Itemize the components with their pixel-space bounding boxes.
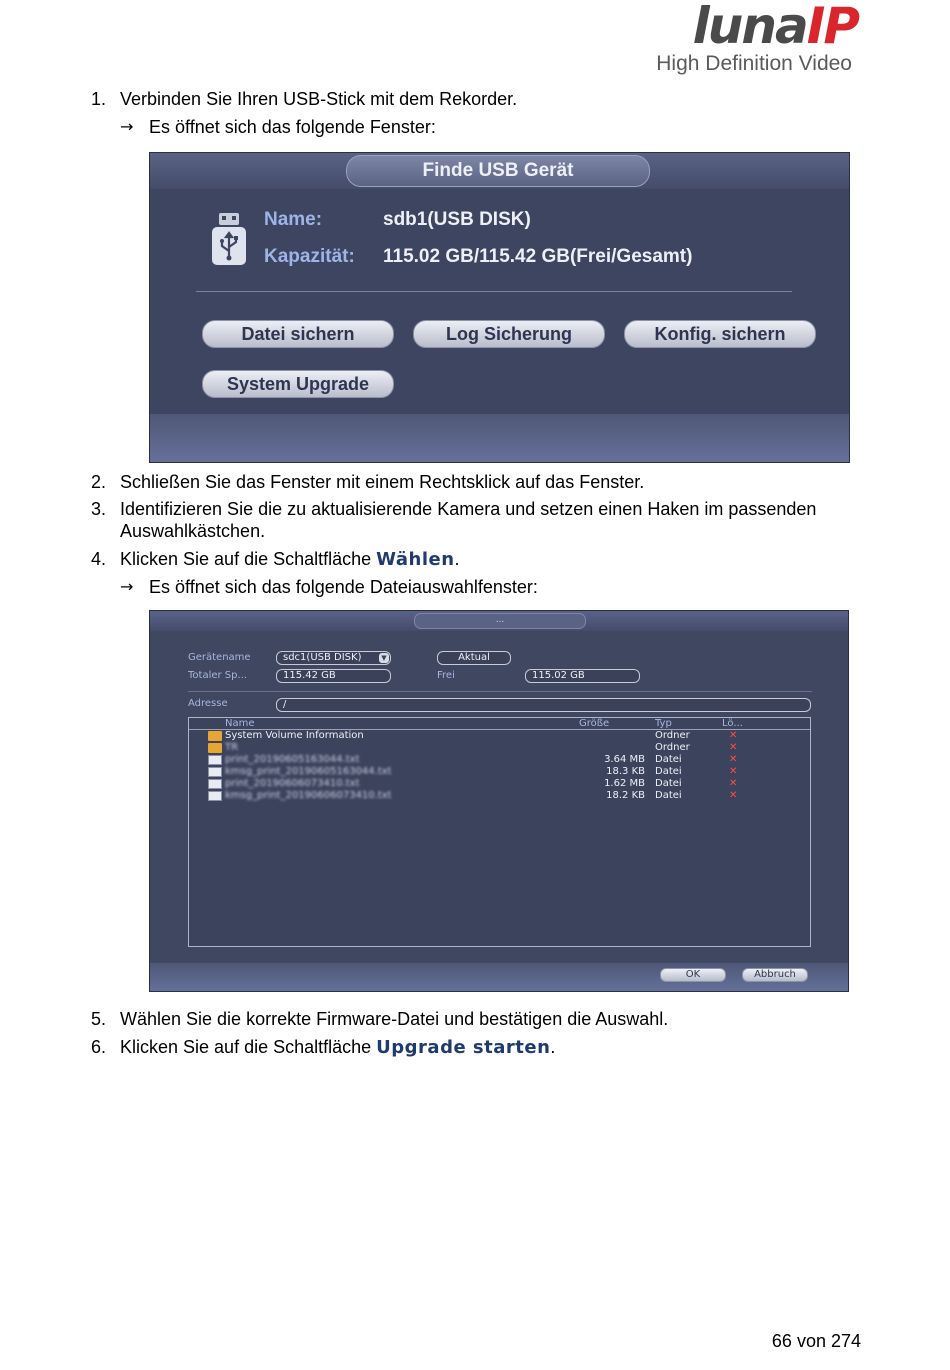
column-delete[interactable]: Lö...: [722, 718, 743, 729]
file-name: TR: [225, 742, 239, 753]
delete-icon[interactable]: ✕: [729, 766, 738, 777]
usb-device-dialog-screenshot: [149, 152, 850, 463]
step-text-after: .: [550, 1037, 556, 1057]
file-type: Ordner: [655, 730, 690, 741]
file-list-row[interactable]: [189, 778, 810, 790]
divider: [188, 691, 812, 692]
file-icon: [208, 755, 222, 765]
step-text-line-1: Identifizieren Sie die zu aktualisierende Kamera und setzen einen Haken im passenden: [120, 499, 817, 519]
system-upgrade-button[interactable]: System Upgrade: [202, 370, 394, 398]
usb-stick-icon: [210, 213, 248, 267]
file-size: 1.62 MB: [604, 778, 645, 789]
step-text: [120, 1036, 555, 1059]
address-field[interactable]: /: [276, 698, 811, 712]
dialog-footer-bar: [150, 414, 849, 462]
backup-file-button[interactable]: Datei sichern: [202, 320, 394, 348]
free-space-field: 115.02 GB: [525, 669, 640, 683]
logo-tagline: High Definition Video: [656, 52, 852, 75]
file-icon: [208, 779, 222, 789]
backup-log-button[interactable]: Log Sicherung: [413, 320, 605, 348]
file-name: kmsg_print_20190605163044.txt: [225, 766, 392, 777]
file-icon: [208, 791, 222, 801]
step-number: 3.: [91, 499, 107, 519]
delete-icon[interactable]: ✕: [729, 754, 738, 765]
file-name: print_20190606073410.txt: [225, 778, 360, 789]
step-text-before: Klicken Sie auf die Schaltfläche: [120, 549, 377, 569]
dialog-title: Finde USB Gerät: [346, 155, 650, 187]
file-type: Datei: [655, 766, 682, 777]
column-name[interactable]: Name: [225, 718, 255, 729]
step-text-line-2: Auswahlkästchen.: [120, 521, 266, 541]
device-select[interactable]: [276, 651, 391, 665]
total-space-field: 115.42 GB: [276, 669, 391, 683]
step-text: Schließen Sie das Fenster mit einem Rechtsklick auf das Fenster.: [120, 472, 645, 492]
step-text-before: Klicken Sie auf die Schaltfläche: [120, 1037, 377, 1057]
device-name-label: Gerätename: [188, 652, 251, 663]
file-name: kmsg_print_20190606073410.txt: [225, 790, 392, 801]
address-label: Adresse: [188, 698, 228, 709]
result-text: Es öffnet sich das folgende Dateiauswahlfenster:: [149, 577, 538, 597]
folder-icon: [208, 743, 222, 753]
file-type: Ordner: [655, 742, 690, 753]
file-list-header: [189, 718, 810, 730]
free-space-label: Frei: [437, 670, 455, 681]
step-number: 2.: [91, 472, 107, 492]
dialog-title: ...: [414, 613, 586, 629]
capacity-label: Kapazität:: [264, 246, 355, 267]
device-name-label: Name:: [264, 209, 323, 230]
file-list-row[interactable]: [189, 790, 810, 802]
file-size: 3.64 MB: [604, 754, 645, 765]
delete-icon[interactable]: ✕: [729, 790, 738, 801]
file-size: 18.3 KB: [606, 766, 645, 777]
step-number: 5.: [91, 1009, 107, 1029]
arrow-right-icon: →: [120, 577, 134, 596]
backup-config-button[interactable]: Konfig. sichern: [624, 320, 816, 348]
logo-ip-text: IP: [806, 0, 858, 55]
logo-luna-text: luna: [692, 0, 807, 55]
file-list-row[interactable]: [189, 754, 810, 766]
device-select-value: sdc1(USB DISK): [283, 652, 362, 663]
file-type: Datei: [655, 790, 682, 801]
column-size[interactable]: Größe: [579, 718, 610, 729]
ok-button[interactable]: OK: [660, 968, 726, 982]
file-type: Datei: [655, 778, 682, 789]
step-text: Wählen Sie die korrekte Firmware-Datei und bestätigen die Auswahl.: [120, 1009, 669, 1029]
file-list-row[interactable]: [189, 742, 810, 754]
file-list-row[interactable]: [189, 730, 810, 742]
delete-icon[interactable]: ✕: [729, 730, 738, 741]
step-number: 6.: [91, 1037, 107, 1057]
step-text: [120, 548, 460, 571]
file-list[interactable]: [188, 717, 811, 947]
ui-term-upgrade-start: Upgrade starten: [376, 1037, 551, 1058]
capacity-value: 115.02 GB/115.42 GB(Frei/Gesamt): [383, 246, 693, 267]
file-list-row[interactable]: [189, 766, 810, 778]
logo-wordmark: [693, 0, 858, 56]
column-type[interactable]: Typ: [655, 718, 672, 729]
delete-icon[interactable]: ✕: [729, 778, 738, 789]
page-number: 66 von 274: [771, 1331, 861, 1351]
chevron-down-icon: ▼: [379, 653, 389, 663]
result-text: Es öffnet sich das folgende Fenster:: [149, 117, 436, 137]
file-icon: [208, 767, 222, 777]
cancel-button[interactable]: Abbruch: [742, 968, 808, 982]
delete-icon[interactable]: ✕: [729, 742, 738, 753]
folder-icon: [208, 731, 222, 741]
file-name: print_20190605163044.txt: [225, 754, 360, 765]
step-number: 1.: [91, 89, 107, 109]
device-name-value: sdb1(USB DISK): [383, 209, 531, 230]
lunaip-logo: [598, 2, 860, 78]
step-number: 4.: [91, 549, 107, 569]
file-size: 18.2 KB: [606, 790, 645, 801]
ui-term-select: Wählen: [376, 549, 455, 570]
total-space-label: Totaler Sp...: [188, 670, 248, 681]
file-name: System Volume Information: [225, 730, 364, 741]
file-type: Datei: [655, 754, 682, 765]
divider: [196, 291, 792, 292]
step-text: Verbinden Sie Ihren USB-Stick mit dem Rekorder.: [120, 89, 518, 109]
file-chooser-dialog-screenshot: [149, 610, 849, 992]
step-text-after: .: [454, 549, 460, 569]
refresh-button[interactable]: Aktual: [437, 651, 511, 665]
arrow-right-icon: →: [120, 117, 134, 136]
